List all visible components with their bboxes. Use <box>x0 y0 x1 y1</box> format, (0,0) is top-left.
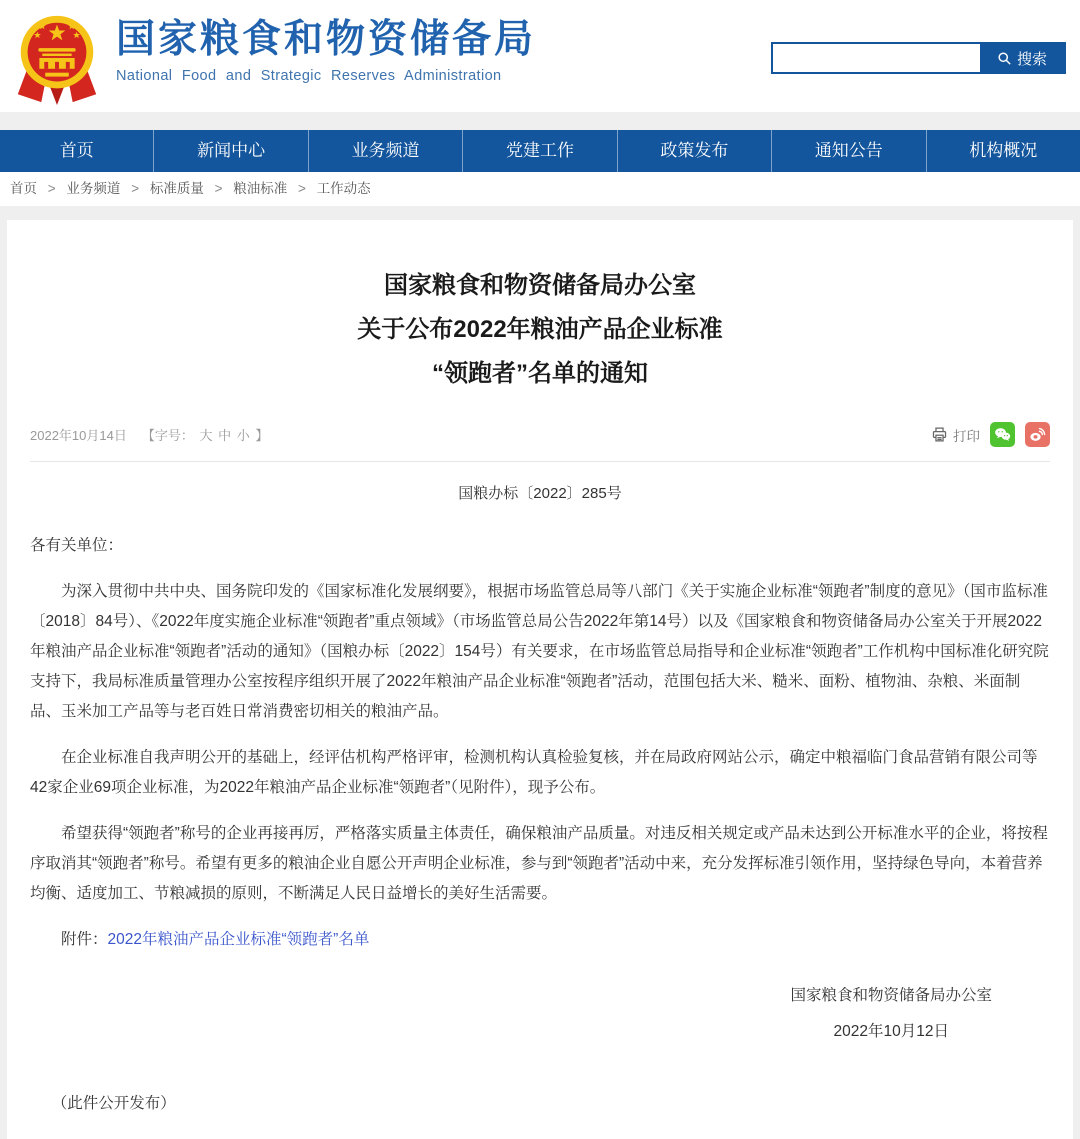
breadcrumb-separator: > <box>131 181 140 196</box>
font-size-suffix: 】 <box>255 428 269 443</box>
printer-icon <box>931 426 948 443</box>
nav-item-business[interactable]: 业务频道 <box>309 130 463 172</box>
nav-item-party[interactable]: 党建工作 <box>463 130 617 172</box>
font-size-small[interactable]: 小 <box>236 428 250 443</box>
breadcrumb-article-divider <box>0 206 1080 220</box>
nav-item-home[interactable]: 首页 <box>0 130 154 172</box>
nav-item-news[interactable]: 新闻中心 <box>154 130 308 172</box>
paragraph-1: 为深入贯彻中共中央、国务院印发的《国家标准化发展纲要》，根据市场监管总局等八部门《关于实施企业标准“领跑者”制度的意见》（国市监标准〔2018〕84号）、《2022年度实施企业标准“领跑者”重点领域》（市场监管总局公告2022年第14号）以及《国家粮食和物资储备局办公室关于开展2022年粮油产品企业标准“领跑者”活动的通知》（国粮办标〔2022〕154号）有关要求，在市场监管总局指导和企业标准“领跑者”工作机构中国标准化研究院支持下，我局标准质量管理办公室按程序组织开展了2022年粮油产品企业标准“领跑者”活动，范围包括大米、糙米、面粉、植物油、杂粮、米面制品、玉米加工产品等与老百姓日常消费密切相关的粮油产品。 <box>30 583 1049 720</box>
breadcrumb-home[interactable]: 首页 <box>10 181 37 196</box>
article-title-line3: “领跑者”名单的通知 <box>432 360 648 387</box>
attachment-label: 附件： <box>61 931 108 948</box>
article-meta-right <box>931 422 1050 447</box>
breadcrumb-business[interactable]: 业务频道 <box>66 181 121 196</box>
public-release-note: （此件公开发布） <box>51 1095 176 1112</box>
attachment-link[interactable]: 2022年粮油产品企业标准“领跑者”名单 <box>107 931 370 948</box>
article-title-line2: 关于公布2022年粮油产品企业标准 <box>357 316 723 343</box>
search-button-label: 搜索 <box>1016 50 1047 68</box>
nav-item-policy[interactable]: 政策发布 <box>618 130 772 172</box>
national-emblem-logo <box>8 8 106 106</box>
signature-org: 国家粮食和物资储备局办公室 <box>790 987 992 1004</box>
main-nav <box>0 130 1080 172</box>
breadcrumb-separator: > <box>47 181 56 196</box>
breadcrumb-separator: > <box>298 181 306 196</box>
article <box>7 220 1073 1139</box>
attachment-line <box>30 925 1050 955</box>
wechat-share-button[interactable] <box>990 422 1015 447</box>
weibo-share-button[interactable] <box>1025 422 1050 447</box>
breadcrumb-standards-quality[interactable]: 标准质量 <box>149 181 204 196</box>
site-header <box>0 0 1080 112</box>
font-size-large[interactable]: 大 <box>199 428 213 443</box>
breadcrumb <box>0 172 1080 206</box>
site-title-en: National Food and Strategic Reserves Administration <box>116 68 502 84</box>
signature-date: 2022年10月12日 <box>833 1023 949 1040</box>
nav-item-notices[interactable]: 通知公告 <box>772 130 926 172</box>
document-number: 国粮办标〔2022〕285号 <box>458 485 622 502</box>
font-size-medium[interactable]: 中 <box>218 428 232 443</box>
font-size-control <box>141 425 270 444</box>
search-box <box>771 42 1066 74</box>
publish-date: 2022年10月14日 <box>30 428 127 443</box>
font-size-prefix: 【字号： <box>141 428 194 443</box>
wechat-icon <box>993 425 1012 444</box>
search-icon <box>997 51 1012 66</box>
search-button[interactable] <box>980 44 1064 72</box>
search-input[interactable] <box>773 44 980 72</box>
print-button[interactable] <box>931 425 980 445</box>
breadcrumb-separator: > <box>214 181 223 196</box>
article-title-line1: 国家粮食和物资储备局办公室 <box>384 272 696 299</box>
nav-item-about[interactable]: 机构概况 <box>969 141 1038 160</box>
site-brand <box>116 16 536 84</box>
site-title: 国家粮食和物资储备局 <box>116 18 537 61</box>
print-label: 打印 <box>953 428 980 444</box>
header-nav-divider <box>0 112 1080 130</box>
weibo-icon <box>1028 425 1047 444</box>
article-body <box>30 531 1050 1119</box>
article-meta-left <box>30 425 269 444</box>
paragraph-2: 在企业标准自我声明公开的基础上，经评估机构严格评审，检测机构认真检验复核，并在局政府网站公示，确定中粮福临门食品营销有限公司等42家企业69项企业标准，为2022年粮油产品企业标准“领跑者”（见附件），现予公布。 <box>30 749 1038 796</box>
breadcrumb-work-news[interactable]: 工作动态 <box>316 181 371 196</box>
article-title <box>30 220 1050 396</box>
breadcrumb-grain-oil-standards[interactable]: 粮油标准 <box>233 181 288 196</box>
signature-block <box>790 981 992 1047</box>
salutation: 各有关单位： <box>30 537 124 554</box>
paragraph-3: 希望获得“领跑者”称号的企业再接再厉，严格落实质量主体责任，确保粮油产品质量。对违反相关规定或产品未达到公开标准水平的企业，将按程序取消其“领跑者”称号。希望有更多的粮油企业自愿公开声明企业标准，参与到“领跑者”活动中来，充分发挥标准引领作用，坚持绿色导向，本着营养均衡、适度加工、节粮减损的原则，不断满足人民日益增长的美好生活需要。 <box>30 825 1048 902</box>
article-meta-row <box>30 422 1050 462</box>
